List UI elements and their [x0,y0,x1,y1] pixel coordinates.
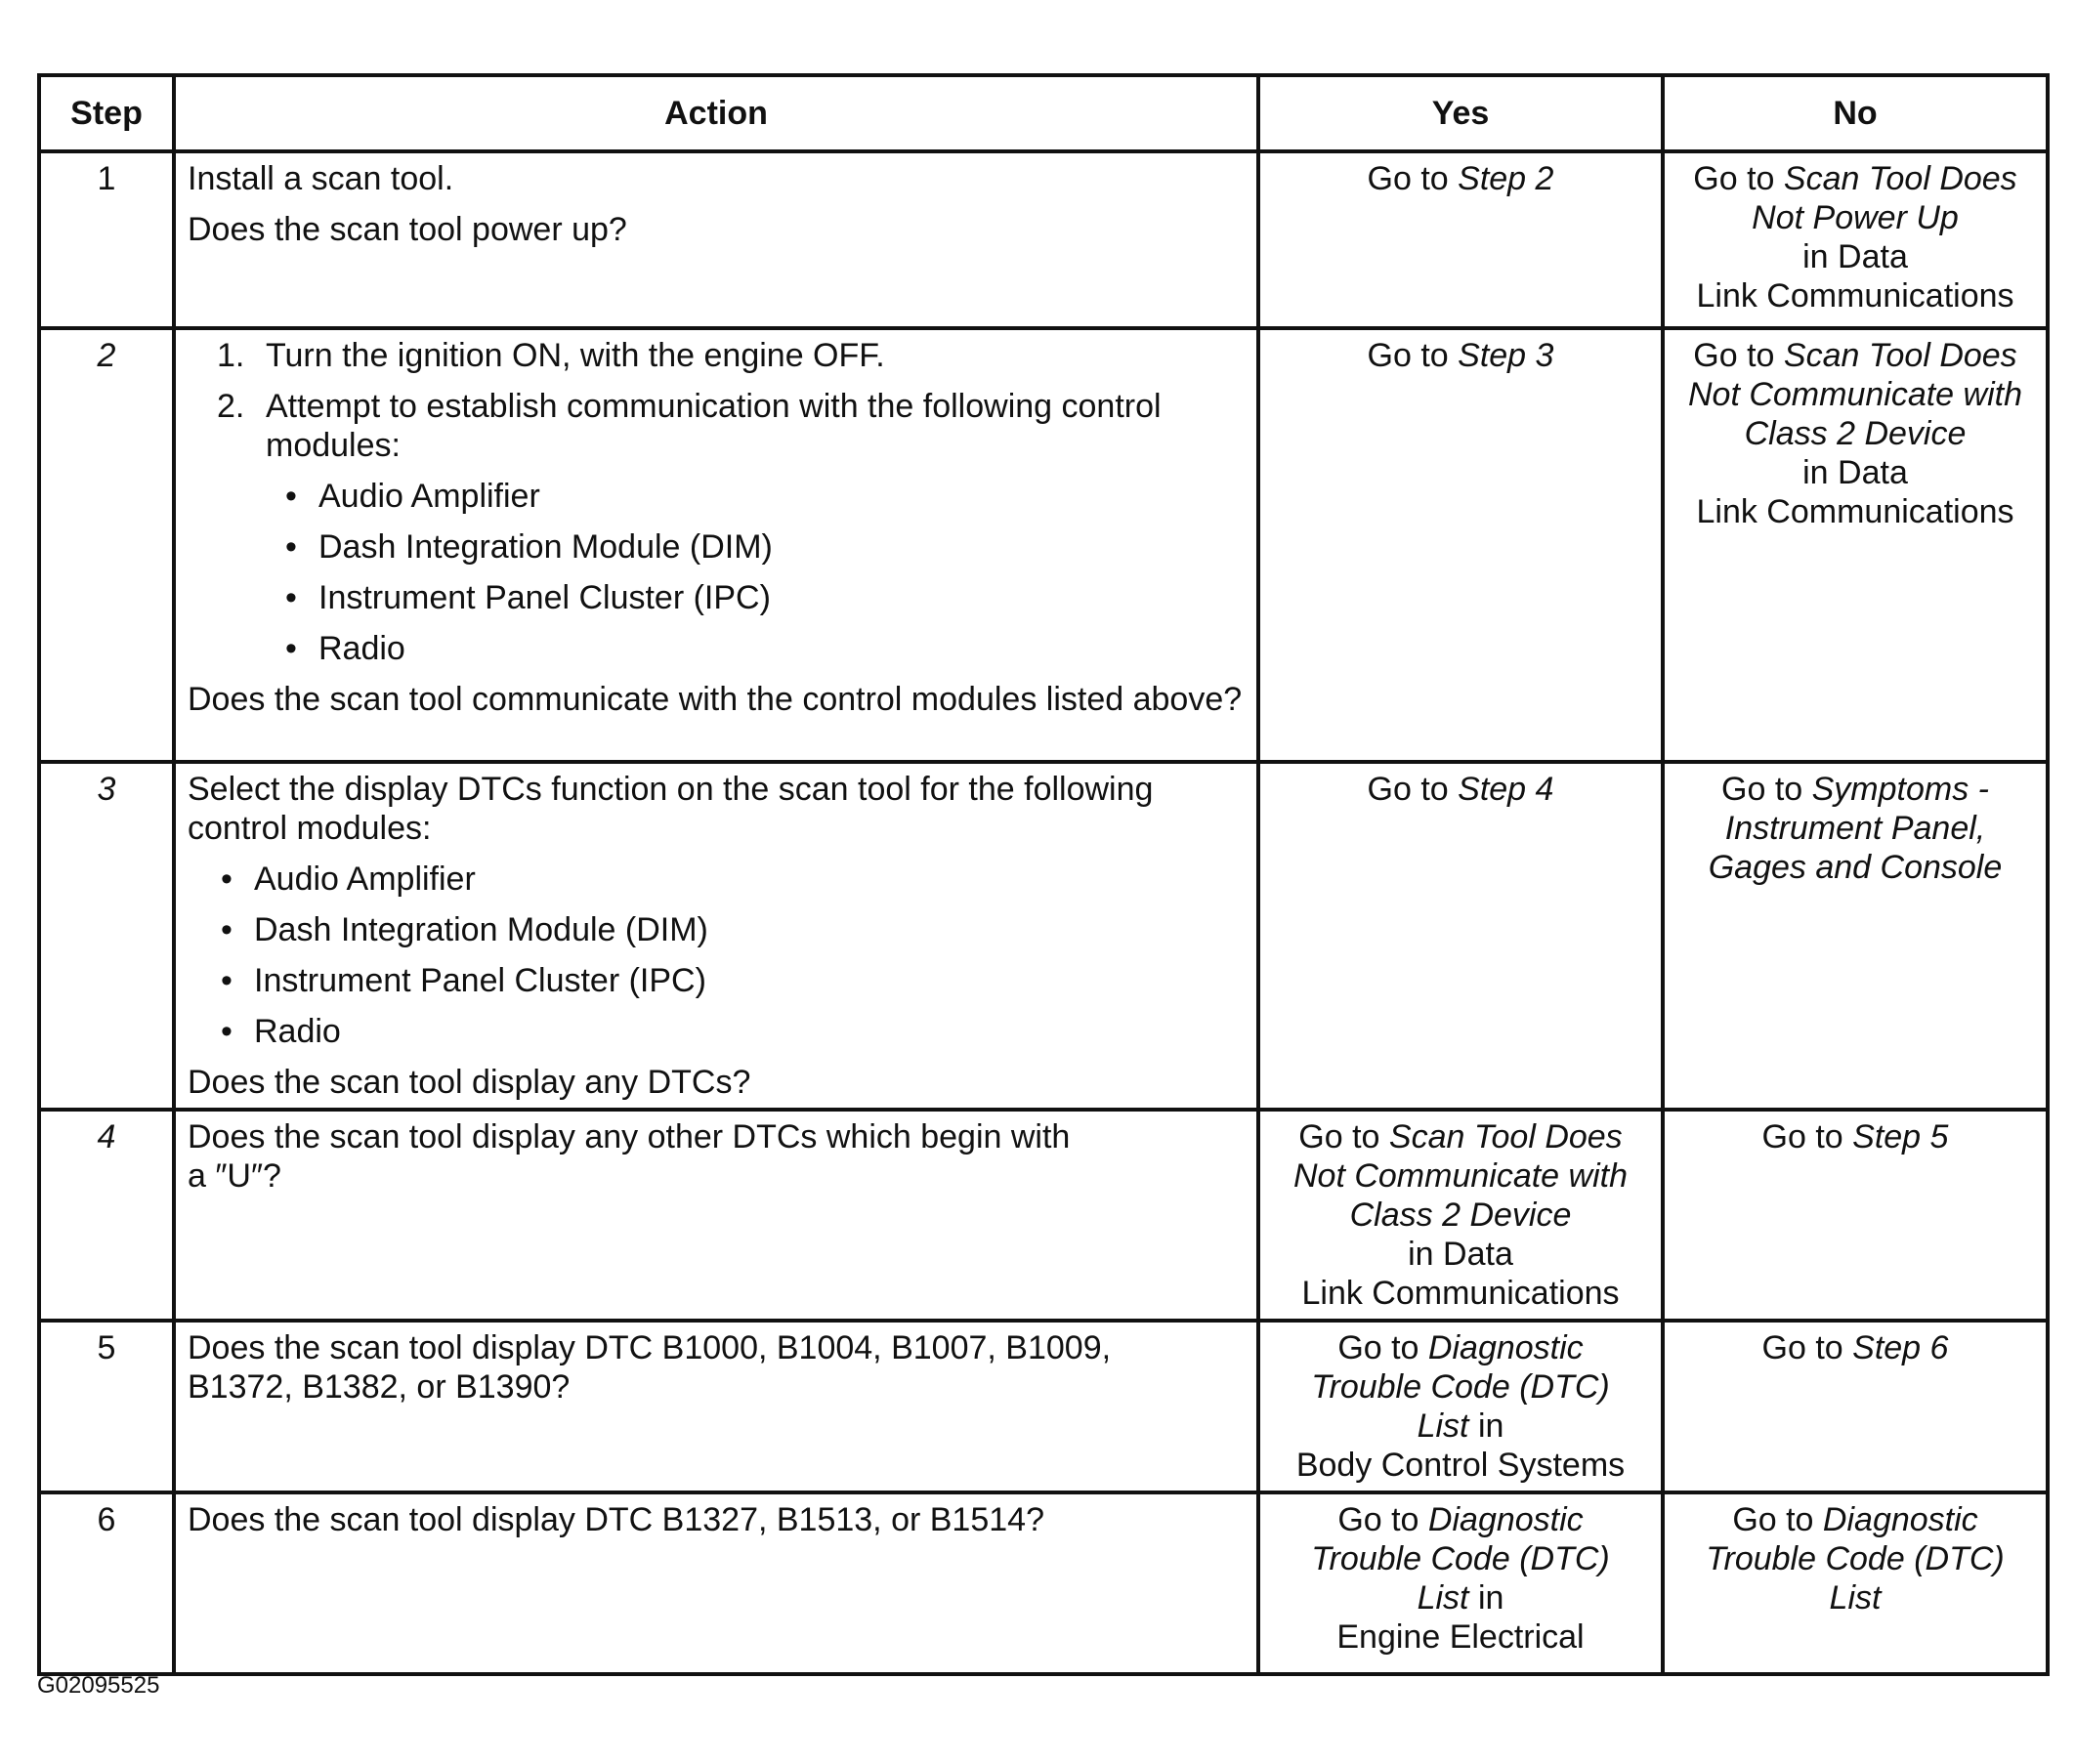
procedure-link[interactable]: Trouble Code (DTC) [1311,1540,1610,1577]
action-cell [174,328,1258,762]
goto-text: Go to [1367,160,1459,197]
step-number: 5 [39,1321,174,1492]
table-row [39,762,2048,1110]
action-cell [174,762,1258,1110]
yes-cell [1258,762,1663,1110]
section-text: in [1468,1579,1504,1617]
goto-text: Go to [1298,1118,1389,1155]
procedure-link[interactable]: Scan Tool Does [1388,1118,1623,1155]
header-no: No [1663,75,2048,151]
procedure-link[interactable]: Class 2 Device [1349,1197,1572,1234]
action-question: a ″U″? [188,1157,281,1195]
header-step: Step [39,75,174,151]
action-text: Install a scan tool. [188,160,454,197]
no-cell [1663,762,2048,1110]
step-number: 3 [39,762,174,1110]
no-cell [1663,1492,2048,1674]
procedure-link[interactable]: List [1829,1579,1882,1617]
action-text: Select the display DTCs function on the scan tool for the following control modules: [188,771,1154,847]
procedure-link[interactable]: Diagnostic [1427,1501,1584,1538]
yes-cell [1258,1492,1663,1674]
bullet-item: • Dash Integration Module (DIM) [221,911,708,948]
bullet-item: • Instrument Panel Cluster (IPC) [285,579,771,616]
goto-step-link[interactable]: Step 4 [1458,771,1554,808]
goto-text: Go to [1693,337,1784,374]
procedure-link[interactable]: Symptoms - [1811,771,1989,808]
action-question: Does the scan tool power up? [188,211,627,248]
yes-cell [1258,328,1663,762]
section-text: Engine Electrical [1336,1618,1585,1656]
goto-step-link[interactable]: Step 5 [1852,1118,1949,1155]
bullet-item: • Radio [285,630,405,667]
step-number: 1 [39,151,174,328]
goto-text: Go to [1367,337,1459,374]
section-text: Link Communications [1696,493,2014,530]
procedure-link[interactable]: Scan Tool Does [1783,337,2017,374]
table-row [39,328,2048,762]
action-question: Does the scan tool communicate with the control modules listed above? [188,681,1243,718]
procedure-link[interactable]: Not Communicate with [1292,1157,1628,1195]
action-cell [174,1492,1258,1674]
goto-text: Go to [1761,1329,1853,1366]
procedure-link[interactable]: Trouble Code (DTC) [1311,1368,1610,1406]
no-cell [1663,1321,2048,1492]
header-yes: Yes [1258,75,1663,151]
numbered-item: 2. Attempt to establish communication with the following control modules: [217,388,1162,464]
action-question: Does the scan tool display DTC B1327, B1513, or B1514? [188,1501,1044,1538]
yes-cell [1258,151,1663,328]
step-number: 4 [39,1110,174,1321]
no-cell [1663,1110,2048,1321]
yes-cell [1258,1110,1663,1321]
procedure-link[interactable]: Not Communicate with [1687,376,2022,413]
action-question: Does the scan tool display any other DTCs which begin with [188,1118,1071,1155]
goto-step-link[interactable]: Step 2 [1458,160,1554,197]
yes-cell [1258,1321,1663,1492]
goto-step-link[interactable]: Step 3 [1458,337,1554,374]
step-number: 6 [39,1492,174,1674]
bullet-item: • Dash Integration Module (DIM) [285,528,773,566]
action-question: Does the scan tool display DTC B1000, B1004, B1007, B1009, [188,1329,1112,1366]
action-question: Does the scan tool display any DTCs? [188,1064,751,1101]
goto-text: Go to [1693,160,1784,197]
procedure-link[interactable]: Diagnostic [1822,1501,1978,1538]
procedure-link[interactable]: Diagnostic [1427,1329,1584,1366]
procedure-link[interactable]: Instrument Panel, [1724,810,1986,847]
goto-text: Go to [1337,1501,1428,1538]
goto-text: Go to [1761,1118,1853,1155]
procedure-link[interactable]: Gages and Console [1708,849,2003,886]
header-row [39,75,2048,151]
action-question: B1372, B1382, or B1390? [188,1368,571,1406]
section-text: Body Control Systems [1295,1447,1626,1484]
diagnostic-table [37,73,2050,1676]
table-row [39,1110,2048,1321]
section-text: Link Communications [1301,1275,1620,1312]
table-row [39,1492,2048,1674]
section-text: in [1468,1407,1504,1445]
bullet-item: • Radio [221,1013,341,1050]
procedure-link[interactable]: Scan Tool Does [1783,160,2017,197]
step-number: 2 [39,328,174,762]
goto-text: Go to [1721,771,1812,808]
procedure-link[interactable]: List [1417,1579,1469,1617]
goto-step-link[interactable]: Step 6 [1852,1329,1949,1366]
goto-text: Go to [1367,771,1459,808]
procedure-link[interactable]: Trouble Code (DTC) [1706,1540,2005,1577]
goto-text: Go to [1732,1501,1823,1538]
goto-text: Go to [1337,1329,1428,1366]
no-cell [1663,328,2048,762]
action-cell [174,151,1258,328]
procedure-link[interactable]: Class 2 Device [1744,415,1967,452]
no-cell [1663,151,2048,328]
table-row [39,151,2048,328]
action-cell [174,1110,1258,1321]
numbered-item: 1. Turn the ignition ON, with the engine OFF. [217,337,885,374]
action-cell [174,1321,1258,1492]
bullet-item: • Audio Amplifier [285,478,540,515]
bullet-item: • Audio Amplifier [221,861,476,898]
figure-id: G02095525 [37,1672,160,1699]
header-action: Action [174,75,1258,151]
table-row [39,1321,2048,1492]
section-text: in Data [1802,454,1908,491]
section-text: in Data [1408,1236,1513,1273]
procedure-link[interactable]: Not Power Up [1752,199,1959,236]
section-text: in Data [1802,238,1908,275]
procedure-link[interactable]: List [1417,1407,1469,1445]
bullet-item: • Instrument Panel Cluster (IPC) [221,962,706,999]
section-text: Link Communications [1696,277,2014,315]
